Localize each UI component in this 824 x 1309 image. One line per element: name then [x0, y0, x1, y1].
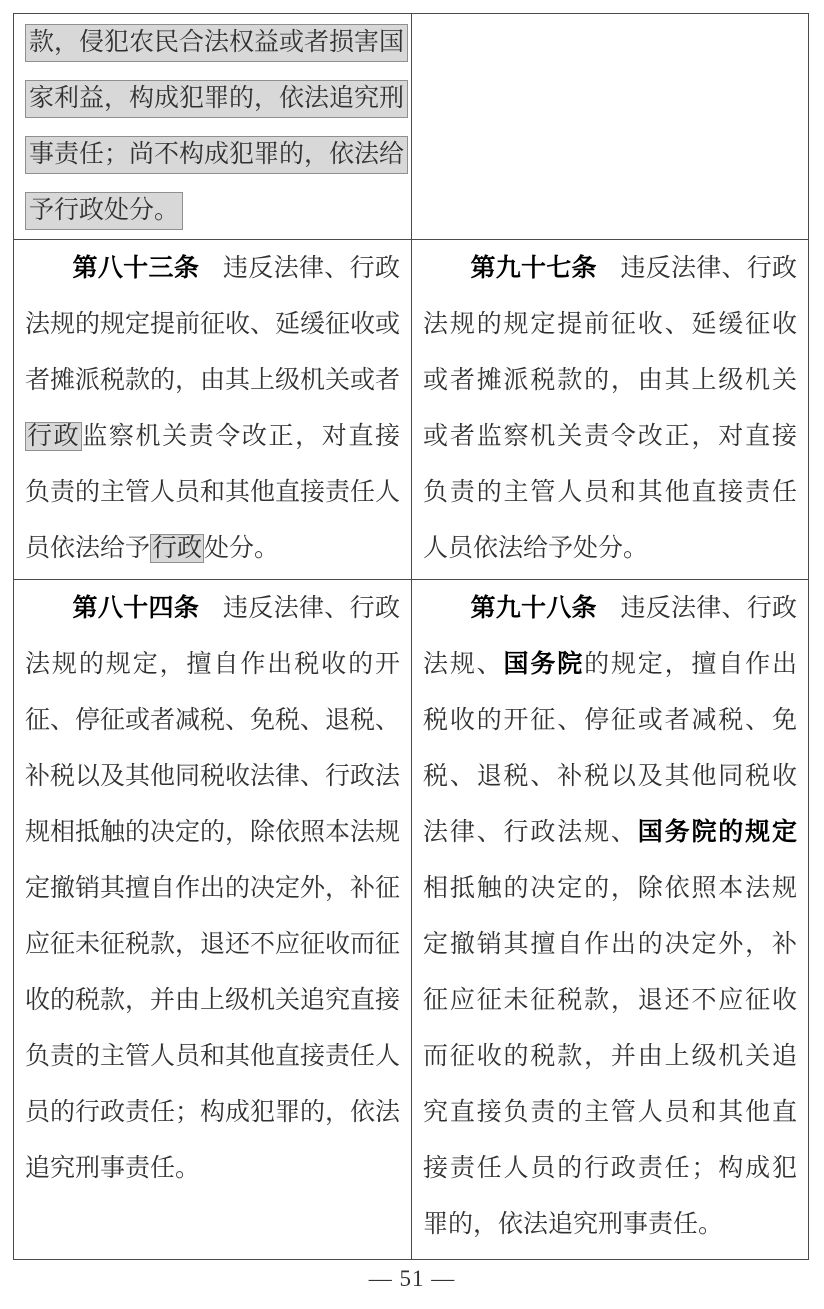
cell-article-84 — [14, 580, 412, 1260]
added-bold-text: 国务院的规定 — [637, 819, 797, 846]
article-text-segment: 监察机关责令改正，对直接负责的主管人员和其他直接责任人员依法给予 — [25, 423, 401, 562]
article-paragraph — [423, 581, 797, 1253]
article-text-segment: 相抵触的决定的，除依照本法规定撤销其擅自作出的决定外，补征应征未征税款，退还不应征收而征收的税款，并由上级机关追究直接负责的主管人员和其他直接责任人员的行政责任；构成犯罪的，依法追究刑事责任。 — [423, 875, 797, 1238]
highlighted-deleted-text: 行政 — [27, 423, 81, 450]
highlighted-deleted-text: 予行政处分。 — [25, 192, 183, 231]
cell-article-83 — [14, 240, 412, 580]
article-paragraph — [25, 581, 400, 1197]
article-text-segment: 的规定，擅自作出税收的开征、停征或者减税、免税、退税、补税以及其他同税收法律、行政法规、 — [423, 651, 797, 846]
article-number: 第八十四条 — [72, 595, 200, 622]
added-bold-text: 国务院 — [503, 651, 585, 678]
article-number: 第九十七条 — [470, 255, 597, 282]
article-text-segment: 违反法律、行政法规的规定，擅自作出税收的开征、停征或者减税、免税、退税、补税以及其他同税收法律、行政法规相抵触的决定的，除依照本法规定撤销其擅自作出的决定外，补征应征未征税款，退还不应征收而征收的税款，并由上级机关追究直接负责的主管人员和其他直接责任人员的行政责任；构成犯罪的，依法追究刑事责任。 — [25, 595, 401, 1182]
highlight-line-row — [25, 15, 405, 71]
article-number: 第九十八条 — [470, 595, 597, 622]
highlight-line-row — [25, 127, 405, 183]
cell-article-98 — [412, 580, 809, 1260]
article-paragraph — [25, 241, 400, 577]
article-text-segment: 处分。 — [204, 535, 280, 562]
article-text-segment: 违反法律、行政法规的规定提前征收、延缓征收或者摊派税款的，由其上级机关或者监察机关责令改正，对直接负责的主管人员和其他直接责任人员依法给予处分。 — [423, 255, 797, 562]
highlighted-deleted-text: 事责任；尚不构成犯罪的，依法给 — [25, 136, 408, 175]
comparison-table — [13, 13, 809, 1260]
cell-article-97 — [412, 240, 809, 580]
page-number: — 51 — — [368, 1266, 456, 1291]
highlighted-deleted-text: 家利益，构成犯罪的，依法追究刑 — [25, 80, 408, 119]
article-paragraph — [423, 241, 797, 577]
table-row-continuation — [14, 14, 809, 240]
table-row-article-83-97 — [14, 240, 809, 580]
article-number: 第八十三条 — [72, 255, 200, 282]
cell-empty — [412, 14, 809, 240]
highlighted-deleted-text: 款，侵犯农民合法权益或者损害国 — [25, 24, 408, 63]
cell-old-law-continuation — [14, 14, 412, 240]
table-row-article-84-98 — [14, 580, 809, 1260]
article-text-segment: 违反法律、行政法规、 — [423, 595, 797, 678]
article-text-segment: 违反法律、行政法规的规定提前征收、延缓征收或者摊派税款的，由其上级机关或者 — [25, 255, 401, 394]
highlight-line-row — [25, 183, 400, 239]
highlighted-deleted-text: 行政 — [152, 535, 203, 562]
highlight-line-row — [25, 71, 405, 127]
